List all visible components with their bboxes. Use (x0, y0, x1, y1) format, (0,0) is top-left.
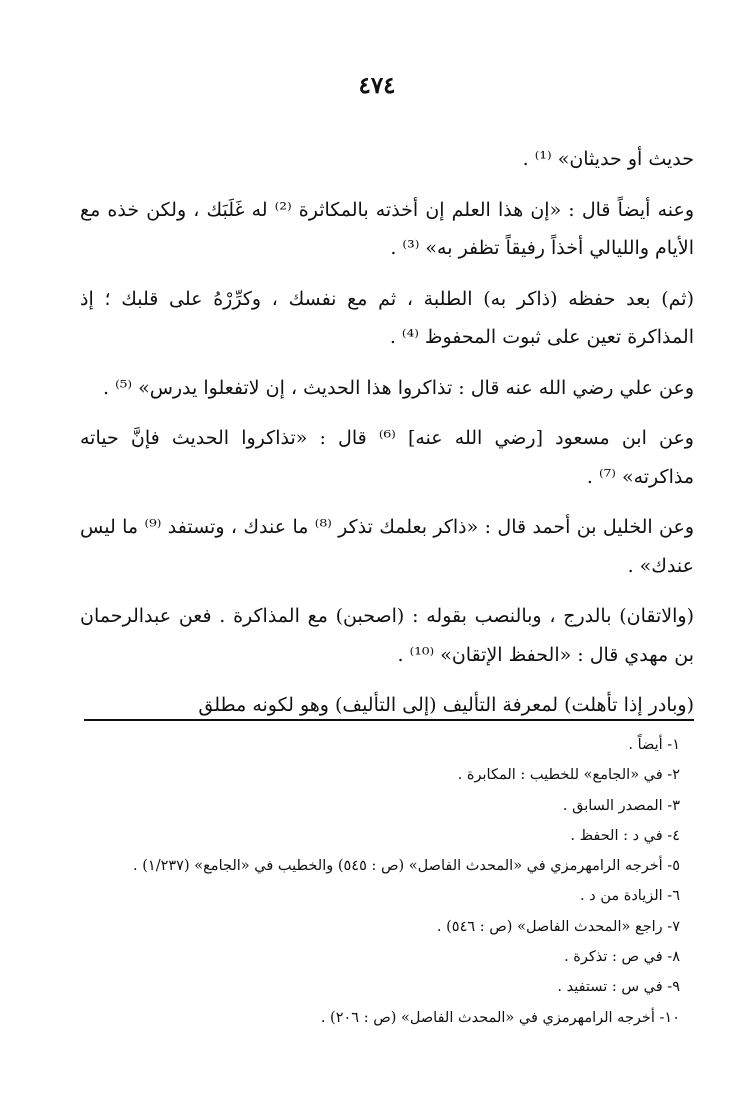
paragraph: وعنه أيضاً قال : «إن هذا العلم إن أخذته بالمكاثرة ⁽²⁾ له غَلَبَك ، ولكن خذه مع الأيام والليالي أخذاً رفيقاً تظفر به» ⁽³⁾ . (80, 198, 695, 259)
footnote: ٧- راجع «المحدث الفاصل» (ص : ٥٤٦) . (436, 918, 680, 935)
footnote: ٤- في د : الحفظ . (570, 827, 680, 844)
footnote: ١- أيضاً . (628, 737, 680, 753)
footnote: ١٠- أخرجه الرامهرمزي في «المحدث الفاصل» (ص : ٢٠٦) . (320, 1009, 680, 1026)
footnote: ٢- في «الجامع» للخطيب : المكابرة . (457, 767, 680, 784)
paragraph: وعن الخليل بن أحمد قال : «ذاكر بعلمك تذكر ⁽⁸⁾ ما عندك ، وتستفد ⁽⁹⁾ ما ليس عندك» . (80, 516, 694, 577)
footnotes (80, 730, 680, 1033)
footnote-divider (84, 719, 694, 721)
paragraph: وعن ابن مسعود [رضي الله عنه] ⁽⁶⁾ قال : «تذاكروا الحديث فإنَّ حياته مذاكرته» ⁽⁷⁾ . (80, 427, 694, 488)
paragraph: (والاتقان) بالدرج ، وبالنصب بقوله : (اصحبن) مع المذاكرة . فعن عبدالرحمان بن مهدي قال : «الحفظ الإتقان» ⁽¹⁰⁾ . (80, 605, 694, 666)
footnote: ٩- في س : تستفيد . (557, 979, 680, 996)
paragraph: وعن علي رضي الله عنه قال : تذاكروا هذا الحديث ، إن لاتفعلوا يدرس» ⁽⁵⁾ . (102, 376, 694, 399)
footnote: ٨- في ص : تذكرة . (564, 949, 680, 966)
paragraph: (وبادر إذا تأهلت) لمعرفة التأليف (إلى التأليف) وهو لكونه مطلق (198, 694, 694, 716)
main-text (80, 140, 694, 737)
footnote: ٦- الزيادة من د . (580, 888, 680, 905)
page-number: ٤٧٤ (358, 72, 396, 99)
footnote: ٥- أخرجه الرامهرمزي في «المحدث الفاصل» (ص : ٥٤٥) والخطيب في «الجامع» (١/٢٣٧) . (133, 858, 680, 875)
paragraph: حديث أو حديثان» ⁽¹⁾ . (522, 148, 694, 170)
footnote: ٣- المصدر السابق . (562, 797, 680, 814)
paragraph: (ثم) بعد حفظه (ذاكر به) الطلبة ، ثم مع نفسك ، وكرِّرْهُ على قلبك ؛ إذ المذاكرة تعين على ثبوت المحفوظ ⁽⁴⁾ . (80, 287, 694, 348)
